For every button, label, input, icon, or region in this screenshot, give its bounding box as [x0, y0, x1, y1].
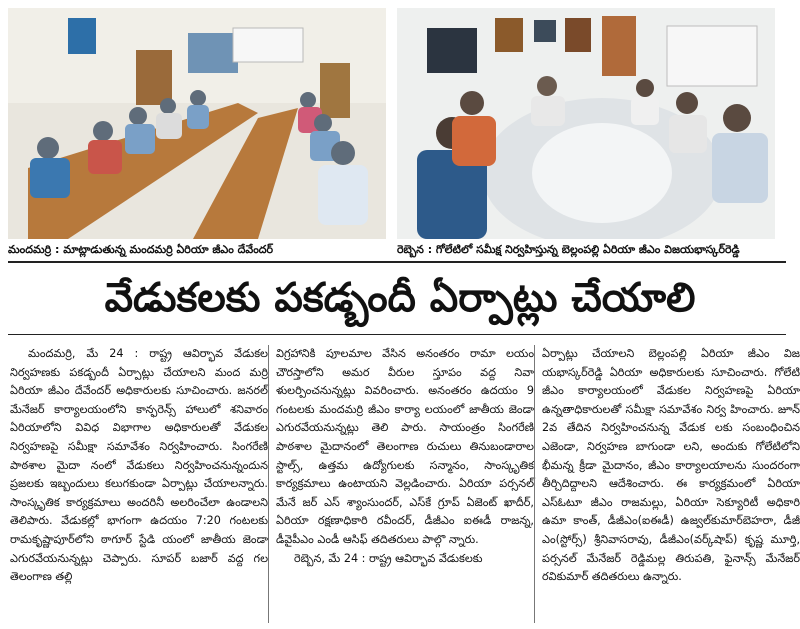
article-column-2 — [276, 345, 534, 568]
article-paragraph: ఏర్పాట్లు చేయాలని బెల్లంపల్లి ఏరియా జీఎం విజ యభాస్కర్‌రెడ్డి ఏరియా అధికారులకు సూచించారు. గోలేటి జీఎం కార్యాలయంలో వేడుకల నిర్వహణపై ఏరియా ఉన్నతాధికారులతో సమీక్షా సమావేశం నిర్వ హించారు. జూన్‌ 2వ తేదిన నిర్వహించనున్న వేడుక లకు సంబంధించిన ఎజెండా, నిర్వహణ బాగుండా లని, అందుకు గోలేటిలోని భీమన్న క్రీడా మైదానం, జీఎం కార్యాలయాలను సుందరంగా తీర్చిదిద్దాలని ఆదేశించారు. ఈ కార్యక్రమంలో ఏరియా ఎస్‌ఓటూ జీఎం రాజమల్లు, ఏరియా సెక్యూరిటీ అధికారి ఉమా కాంత్‌, డీజీఎం(ఐఈడీ) ఉజ్వల్‌కుమార్‌బెహరా, డీజీ ఎం(స్టోర్స్‌) శ్రీనివాసరావు, డీజీఎం(వర్క్‌షాప్‌) కృష్ణ మూర్తి, పర్సనల్‌ మేనేజర్‌ రెడ్డిమల్ల తిరుపతి, ఫైనాన్స్‌ మేనేజర్‌ రవికుమార్‌ తదితరులు ఉన్నారు. — [542, 347, 800, 584]
article-headline: వేడుకలకు పకడ్బందీ ఏర్పాట్లు చేయాలి — [104, 275, 696, 321]
photo-caption-right: రెబ్బెన : గోలేటిలో సమీక్ష నిర్వహిస్తున్న బెల్లంపల్లి ఏరియా జీఎం విజయభాస్కర్‌రెడ్డి — [397, 243, 740, 256]
column-divider — [534, 345, 535, 623]
divider-headline — [8, 334, 786, 335]
photo-caption-left: మందమర్రి : మాట్లాడుతున్న మందమర్రి ఏరియా జీఎం దేవేందర్ — [8, 243, 274, 256]
meeting-room-illustration-right — [397, 8, 775, 239]
meeting-room-illustration-left — [8, 8, 386, 239]
article-column-3 — [542, 345, 800, 587]
photo-meeting-goleti — [397, 8, 775, 239]
article-paragraph: విగ్రహానికి పూలమాల వేసిన అనంతరం రామా లయం చౌరస్తాలోని అమర వీరుల స్తూపం వద్ద నివా ళులర్పించనున్నట్లు వివరించారు. అనంతరం ఉదయం 9 గంటలకు మందమర్రి జీఎం కార్యా లయంలో జాతీయ జెండా ఎగురవేయనున్నట్లు తెలి పారు. సాయంత్రం సింగరేణి పాఠశాల మైదానంలో తెలంగాణ రుచులు తినుబండారాల స్టాల్స్‌, ఉత్తమ ఉద్యోగులకు సన్మానం, సాంస్కృతిక కార్యక్రమాలు ఉంటాయని వెల్లడించారు. ఏరియా పర్సనల్‌ మేనే జర్‌ ఎస్‌ శ్యాంసుందర్‌, ఎస్‌కే గ్రూప్‌ ఏజెంట్‌ ఖాదీర్‌, ఏరియా రక్షణాధికారి రవీందర్‌, డీజీఎం ఐఈడీ రాజన్న, డీవైపీఎం ఎండీ ఆసిఫ్‌ తదితరులు పాల్గొ న్నారు. — [276, 347, 534, 546]
column-divider — [268, 345, 269, 623]
article-column-1 — [10, 345, 268, 587]
article-paragraph: మందమర్రి, మే 24 : రాష్ట్ర ఆవిర్భావ వేడుకల నిర్వహణకు పకడ్బందీ ఏర్పాట్లు చేయాలని మంద మర్రి ఏరియా జీఎం దేవేందర్‌ అధికారులకు సూచించారు. జనరల్‌ మేనేజర్‌ కార్యాలయంలోని కాన్ఫరెన్స్‌ హాలులో శనివారం ఏరియాలోని వివిధ విభాగాల అధికారులతో వేడుకల నిర్వహణపై సమీక్షా సమావేశం నిర్వహించారు. సింగరేణి పాఠశాల మైదా నంలో వేడుకలు నిర్వహించనున్నందున ప్రజలకు ఇబ్బందులు కలుగకుండా ఏర్పాట్లు చేయాలన్నారు. సాంస్కృతిక కార్యక్రమాలు అందరినీ అలరించేలా ఉండాలని తెలిపారు. వేడుకల్లో భాగంగా ఉదయం 7:20 గంటలకు రామకృష్ణాపూర్‌లోని ఠాగూర్‌ స్టేడి యంలో జాతీయ జెండా ఎగురవేయనున్నట్లు చెప్పారు. సూపర్‌ బజార్‌ వద్ద గల తెలంగాణ తల్లి — [10, 347, 268, 584]
divider-top — [8, 261, 786, 263]
photo-meeting-mandamarri — [8, 8, 386, 239]
article-paragraph: రెబ్బెన, మే 24 : రాష్ట్ర ఆవిర్భావ వేడుకలకు — [294, 551, 483, 565]
